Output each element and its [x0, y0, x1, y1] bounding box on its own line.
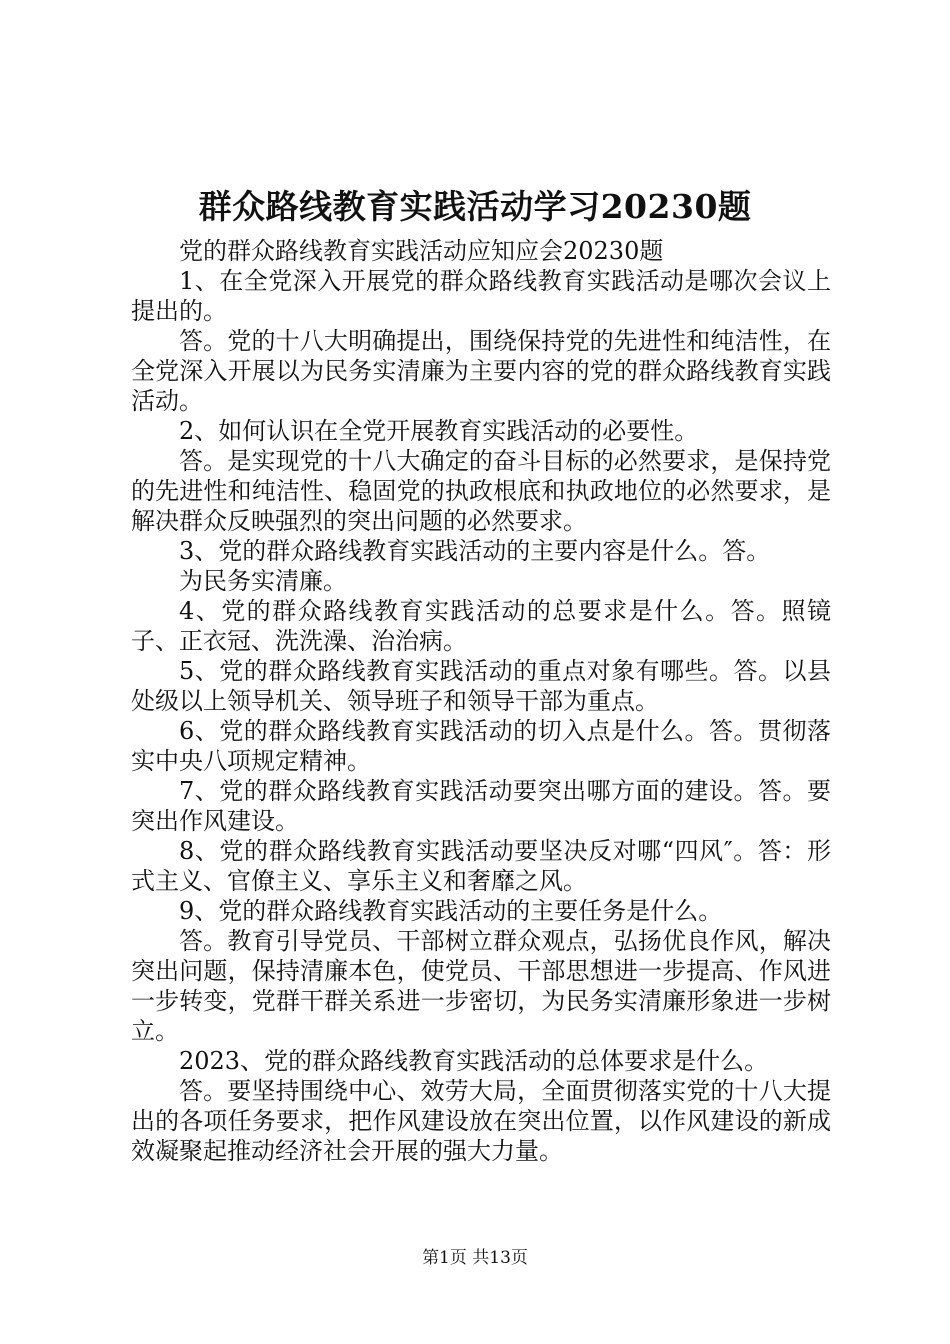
document-title: 群众路线教育实践活动学习20230题 — [198, 187, 752, 226]
paragraph: 党的群众路线教育实践活动应知应会20230题 — [179, 237, 664, 265]
paragraph: 7、党的群众路线教育实践活动要突出哪方面的建设。答。要突出作风建设。 — [131, 777, 831, 835]
paragraph: 2、如何认识在全党开展教育实践活动的必要性。 — [179, 417, 699, 445]
paragraph: 答。党的十八大明确提出，围绕保持党的先进性和纯洁性，在全党深入开展以为民务实清廉为主要内容的党的群众路线教育实践活动。 — [131, 327, 831, 415]
paragraph: 答。是实现党的十八大确定的奋斗目标的必然要求，是保持党的先进性和纯洁性、稳固党的执政根底和执政地位的必然要求，是解决群众反映强烈的突出问题的必然要求。 — [131, 447, 831, 535]
paragraph: 1、在全党深入开展党的群众路线教育实践活动是哪次会议上提出的。 — [131, 267, 831, 325]
paragraph: 2023、党的群众路线教育实践活动的总体要求是什么。 — [179, 1047, 769, 1075]
paragraph: 4、党的群众路线教育实践活动的总要求是什么。答。照镜子、正衣冠、洗洗澡、治治病。 — [131, 597, 831, 655]
paragraph: 5、党的群众路线教育实践活动的重点对象有哪些。答。以县处级以上领导机关、领导班子和领导干部为重点。 — [131, 657, 831, 715]
page-footer: 第1页 共13页 — [422, 1248, 528, 1268]
paragraph: 3、党的群众路线教育实践活动的主要内容是什么。答。 — [179, 537, 771, 565]
document-body — [131, 236, 831, 1166]
paragraph: 6、党的群众路线教育实践活动的切入点是什么。答。贯彻落实中央八项规定精神。 — [131, 717, 831, 775]
paragraph: 为民务实清廉。 — [179, 567, 347, 595]
paragraph: 9、党的群众路线教育实践活动的主要任务是什么。 — [179, 897, 723, 925]
paragraph: 8、党的群众路线教育实践活动要坚决反对哪“四风″。答：形式主义、官僚主义、享乐主义和奢靡之风。 — [131, 837, 831, 895]
paragraph: 答。要坚持围绕中心、效劳大局，全面贯彻落实党的十八大提出的各项任务要求，把作风建设放在突出位置，以作风建设的新成效凝聚起推动经济社会开展的强大力量。 — [131, 1077, 831, 1165]
paragraph: 答。教育引导党员、干部树立群众观点，弘扬优良作风，解决突出问题，保持清廉本色，使党员、干部思想进一步提高、作风进一步转变，党群干群关系进一步密切，为民务实清廉形象进一步树立。 — [131, 927, 831, 1045]
